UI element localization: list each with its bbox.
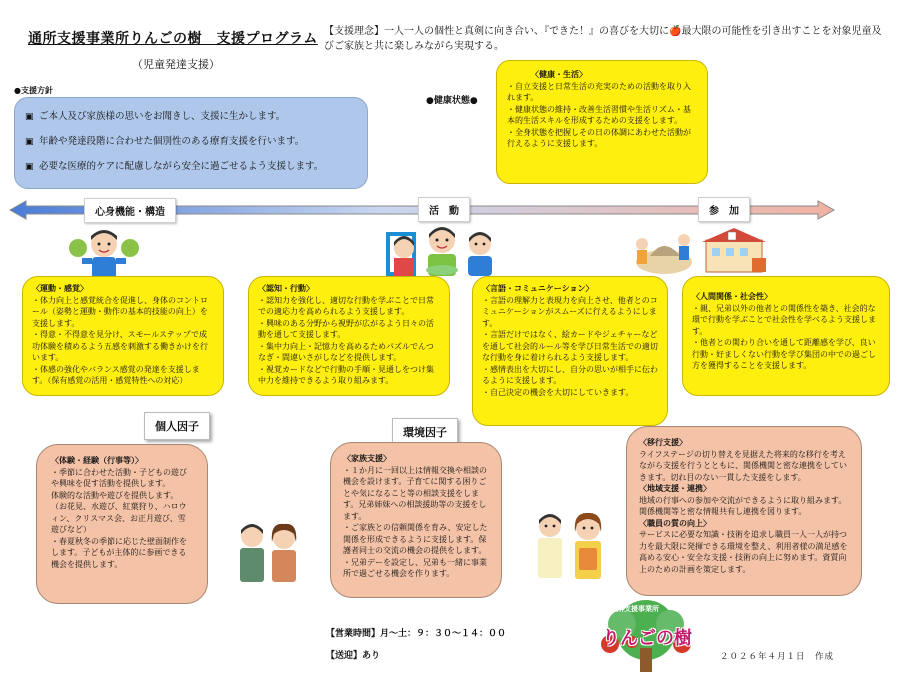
box-line: ・言語の理解力と表現力を向上させ、他者とのコミュニケーションがスムーズに行えるようにします。 bbox=[482, 295, 658, 328]
kids-playing-illustration bbox=[386, 218, 502, 280]
box-heading: 〈職員の質の向上〉 bbox=[639, 518, 711, 528]
box-line: 地域の行事への参加や交流ができるように取り組みます。関係機関等と密な情報共有し連携を図ります。 bbox=[639, 495, 847, 516]
logo-subtitle: 通所支援事業所 bbox=[610, 605, 659, 613]
environmental-factor-label: 環境因子 bbox=[392, 418, 458, 446]
page-subtitle: （児童発達支援） bbox=[132, 58, 220, 71]
box-line: サービスに必要な知識・技術を追求し職員一人一人が持つ力を最大限に発揮できる環境を整え、利用者様の満足感を高める安心・安全な支援・技術の向上に努めます。資質向上のための計画を策定します。 bbox=[639, 530, 848, 574]
square-bullet-icon: ▣ bbox=[25, 137, 34, 147]
logo-title: りんごの樹 bbox=[602, 628, 692, 649]
language-communication-box bbox=[472, 276, 668, 426]
rinngo-no-ki-logo bbox=[588, 598, 704, 674]
support-philosophy: 【支援理念】一人一人の個性と真剣に向き合い、『できた！』の喜びを大切に🍎最大限の可能性を引き出すことを対象児童及びご家族と共に楽しみながら実現する。 bbox=[324, 26, 882, 52]
policy-tag: ●支援方針 bbox=[14, 86, 53, 95]
box-line: 体験的な活動や遊びを提供します。 bbox=[51, 490, 179, 500]
box-line: ・親、兄弟以外の他者との関係性を築き、社会的な環で行動を学ぶことで社会性を学べるよう支援します。 bbox=[692, 303, 876, 336]
box-heading: 〈認知・行動〉 bbox=[258, 284, 314, 293]
parents-illustration bbox=[232, 520, 304, 584]
health-box bbox=[496, 60, 708, 184]
box-heading: 〈言語・コミュニケーション〉 bbox=[482, 284, 594, 293]
policy-item: ▣ 必要な医療的ケアに配慮しながら安全に過ごせるよう支援します。 bbox=[25, 161, 324, 172]
box-line: ・他者との関わり合いを通して距離感を学び、良い行動・好ましくない行動を学び集団の中での過ごし方を獲得することを支援します。 bbox=[692, 338, 876, 370]
box-line: ・興味のある分野から視野が広がるよう日々の活動を通して支援します。 bbox=[258, 318, 434, 339]
boy-exercise-illustration bbox=[64, 226, 144, 282]
apple-icon: ● bbox=[469, 96, 478, 106]
box-line: ・感情表出を大切にし、自分の思いが相手に伝わるように支援します。 bbox=[482, 364, 658, 385]
personal-factor-label: 個人因子 bbox=[144, 412, 210, 440]
box-line: ライフステージの切り替えを見据えた将来的な移行を考えながら支援を行うとともに、関係機関と密な連携をしていきます。切れ目のない一貫した支援をします。 bbox=[639, 449, 847, 482]
apple-icon: ● bbox=[14, 86, 21, 95]
box-line: （お花見、水遊び、紅葉狩り、ハロウィン、クリスマス会、お正月遊び、雪遊びなど） bbox=[51, 502, 187, 534]
box-heading: 〈家族支援〉 bbox=[343, 454, 391, 463]
relationships-social-box bbox=[682, 276, 890, 396]
apple-icon: ● bbox=[426, 96, 434, 106]
health-line: ・健康状態の維持・改善生活習慣や生活リズム・基本的生活スキルを形成するための支援をします。 bbox=[507, 104, 691, 125]
health-line: ・全身状態を把握しその日の体調にあわせた活動が行えるように支援します。 bbox=[507, 127, 691, 148]
box-line: ・春夏秋冬の季節に応じた壁面制作をします。子どもが主体的に参画できる機会を提供します。 bbox=[51, 536, 187, 569]
policy-item: ▣ ご本人及び家族様の思いをお聞きし、支援に生かします。 bbox=[25, 111, 286, 122]
box-line: ・得意・不得意を見分け、スモールステップで成功体験を積めるよう五感を刺激する働きかけを行います。 bbox=[32, 330, 208, 362]
label-activity: 活 動 bbox=[418, 197, 470, 222]
transport-info: 【送迎】あり bbox=[326, 651, 381, 661]
label-participation: 参 加 bbox=[698, 197, 750, 222]
experience-events-box bbox=[36, 444, 208, 604]
page-title: 通所支援事業所りんごの樹 支援プログラム bbox=[28, 31, 318, 47]
health-tag: ●健康状態● bbox=[426, 96, 478, 106]
box-line: ・視覚カードなどで行動の手順・見通しをつけ集中力を維持できるよう取り組みます。 bbox=[258, 364, 434, 385]
cognition-behavior-box bbox=[248, 276, 450, 396]
policy-box bbox=[14, 97, 368, 189]
policy-item: ▣ 年齢や発達段階に合わせた個別性のある療育支援を行います。 bbox=[25, 136, 305, 147]
box-heading: 〈体験・経験（行事等）〉 bbox=[51, 456, 143, 465]
box-line: ・体力向上と感覚統合を促進し、身体のコントロール（姿勢と運動・動作の基本的技能の向上）を支援します。 bbox=[32, 295, 208, 328]
box-line: ・ご家族との信頼関係を育み、安定した関係を形成できるように支援します。保護者同士の交流の機会の提供をします。 bbox=[343, 523, 488, 555]
transition-community-staff-box bbox=[626, 426, 862, 596]
health-line: ・自立支援と日常生活の充実のための活動を取り入れます。 bbox=[507, 81, 691, 102]
box-heading: 〈運動・感覚〉 bbox=[32, 284, 88, 293]
box-line: ・兄弟デーを設定し、兄弟も一緒に事業所で過ごせる機会を作ります。 bbox=[343, 557, 487, 578]
box-line: ・集中力向上・記憶力を高めるためパズルでんつなぎ・間違いさがしなどを提供します。 bbox=[258, 341, 434, 362]
box-line: ・季節に合わせた活動・子どもの遊びや興味を促す活動を提供します。 bbox=[51, 467, 187, 488]
box-heading: 〈人間関係・社会性〉 bbox=[692, 292, 772, 301]
box-line: ・体感の強化やバランス感覚の発達を支援します。（保有感覚の活用・感覚特性への対応） bbox=[32, 364, 200, 385]
square-bullet-icon: ▣ bbox=[25, 112, 34, 122]
box-heading: 〈地域支援・連携〉 bbox=[639, 484, 711, 493]
box-heading: 〈移行支援〉 bbox=[639, 438, 687, 447]
box-line: ・認知力を強化し、適切な行動を学ぶことで日常での適応力を高められるよう支援します。 bbox=[258, 295, 434, 316]
health-heading: 〈健康・生活〉 bbox=[531, 70, 587, 79]
playground-school-illustration bbox=[622, 226, 772, 276]
label-body-function: 心身機能・構造 bbox=[84, 198, 176, 223]
square-bullet-icon: ▣ bbox=[25, 162, 34, 172]
motor-sensory-box bbox=[22, 276, 224, 396]
created-date: ２０２６年４月１日 作成 bbox=[720, 652, 835, 662]
business-hours: 【営業時間】月～土：９：３０～１４：００ bbox=[326, 629, 507, 639]
box-line: ・１か月に一回以上は情報交換や相談の機会を設けます。子育てに関する困りごとや気になること等の相談支援をします。兄弟姉妹への相談援助等の支援をします。 bbox=[343, 465, 487, 521]
box-line: ・自己決定の機会を大切にしていきます。 bbox=[482, 387, 634, 397]
box-line: ・言語だけではなく、絵カードやジェチャーなどを通して社会的ルール等を学び日常生活での適切な行動を身に着けられるよう支援します。 bbox=[482, 330, 658, 362]
staff-illustration bbox=[530, 508, 610, 582]
family-support-box bbox=[330, 442, 502, 598]
